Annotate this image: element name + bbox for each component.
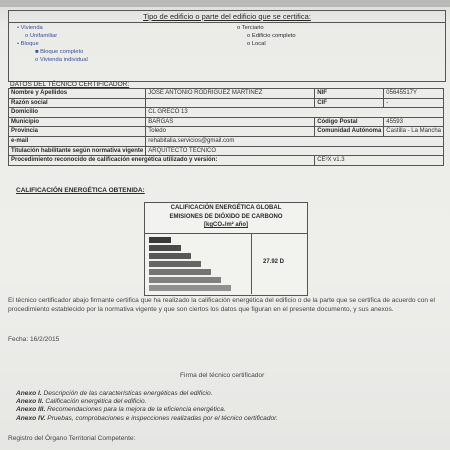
chart-heading: CALIFICACIÓN ENERGÉTICA GLOBAL EMISIONES DE DIÓXIDO DE CARBONO [kgCO₂/m² año] <box>145 203 307 234</box>
rating-bar-b <box>149 245 181 251</box>
technician-section-title: DATOS DEL TÉCNICO CERTIFICADOR: <box>10 81 130 88</box>
rating-bar-f <box>149 277 221 283</box>
table-row: Domicilio CL GRECO 13 <box>9 108 444 118</box>
building-type-left <box>17 24 88 64</box>
table-row: Razón social CIF - <box>9 98 444 108</box>
table-row: Municipio BARGAS Código Postal 45593 <box>9 117 444 127</box>
option-bloque: • Bloque <box>17 41 39 47</box>
rating-value-cell <box>253 233 307 294</box>
list-item: Anexo III. Recomendaciones para la mejora de la eficiencia energética. <box>16 406 226 414</box>
option-terciario: o Terciario <box>237 25 264 31</box>
rating-bar-g <box>149 285 231 291</box>
rating-bar-a <box>149 237 171 243</box>
table-row: Nombre y Apellidos JOSE ANTONIO RODRIGUEZ MARTINEZ NIF 05645517Y <box>9 89 444 99</box>
building-type-box <box>8 10 446 82</box>
table-row: Provincia Toledo Comunidad Autónoma Castilla - La Mancha <box>9 127 444 137</box>
table-row: Titulación habilitante según normativa vigente ARQUITECTO TECNICO <box>9 146 444 156</box>
technician-table <box>8 88 444 166</box>
rating-section-title: CALIFICACIÓN ENERGÉTICA OBTENIDA: <box>16 187 145 194</box>
rating-bar-d <box>149 261 201 267</box>
annex-list <box>16 390 436 423</box>
co2-rating-chart <box>144 202 308 296</box>
list-item: Anexo I. Descripción de las características energéticas del edificio. <box>16 390 213 397</box>
option-edificio-completo: o Edificio completo <box>247 33 296 39</box>
list-item: Anexo II. Calificación energética del edificio. <box>16 398 147 406</box>
option-unifamiliar: o Unifamiliar <box>25 33 58 39</box>
option-bloque-completo: ■ Bloque completo <box>35 49 84 55</box>
registry-label: Registro del Órgano Territorial Competente: <box>8 435 136 442</box>
building-type-header: Tipo de edificio o parte del edificio que se certifica: <box>9 11 445 23</box>
building-type-right <box>237 24 296 48</box>
table-row: e-mail rehabitalia.servicios@gmail.com <box>9 136 444 146</box>
option-vivienda: • Vivienda <box>17 25 43 31</box>
list-item: Anexo IV. Pruebas, comprobaciones e inspecciones realizadas por el técnico certificador. <box>16 414 278 422</box>
rating-value: 27.92 D <box>263 259 285 265</box>
top-edge <box>0 0 450 7</box>
rating-bar-c <box>149 253 191 259</box>
option-local: o Local <box>247 41 266 47</box>
certification-statement: El técnico certificador abajo firmante certifica que ha realizado la calificación energética del edificio o de la parte que se certifica de acuerdo con el procedimiento establecido por la normativa vigente y que son ciertos los datos que figuran en el presente documento, y sus anexos. <box>8 297 436 313</box>
rating-bar-e <box>149 269 211 275</box>
signature-caption: Firma del técnico certificador <box>180 372 265 379</box>
rating-scale <box>145 233 252 294</box>
option-vivienda-individual: o Vivienda individual <box>35 57 88 63</box>
table-row: Procedimiento reconocido de calificación energética utilizado y versión: CE³X v1.3 <box>9 156 444 166</box>
certificate-date: Fecha: 16/2/2015 <box>8 336 60 343</box>
